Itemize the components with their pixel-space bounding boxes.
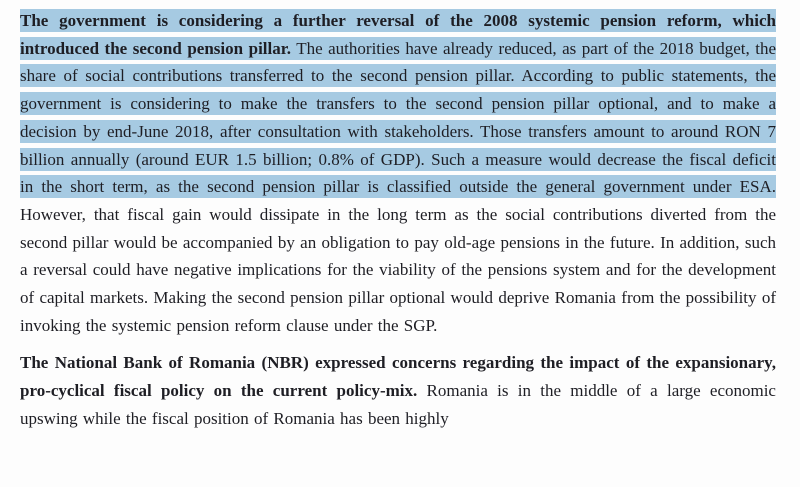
bold-lead-text: The National Bank of Romania (NBR) expressed concerns regarding the impact of the expansionary, pro-cyclical fiscal policy on the current policy-mix. bbox=[20, 353, 776, 401]
highlighted-body-text: The authorities have already reduced, as part of the 2018 budget, the share of social contributions transferred to the second pension pillar. According to public statements, the government is considering to make the transfers to the second pension pillar optional, and to make a decision by end-June 2018, after consultation with stakeholders. Those transfers amount to around RON 7 billion annually (around EUR 1.5 billion; 0.8% of GDP). Such a measure would decrease the fiscal deficit in the short term, as the second pension pillar is classified outside the general government under ESA. bbox=[20, 38, 776, 197]
paragraph-pension-reform bbox=[20, 7, 776, 339]
plain-body-text: However, that fiscal gain would dissipate in the long term as the social contributions diverted from the second pillar would be accompanied by an obligation to pay old-age pensions in the future. In addition, such a reversal could have negative implications for the viability of the pensions system and for the development of capital markets. Making the second pension pillar optional would deprive Romania from the possibility of invoking the systemic pension reform clause under the SGP. bbox=[20, 204, 776, 335]
plain-body-text: Romania is in the middle of a large economic upswing while the fiscal position of Romania has been highly bbox=[20, 381, 776, 428]
paragraph-nbr-concerns bbox=[20, 349, 776, 432]
highlighted-bold-lead-text: The government is considering a further reversal of the 2008 systemic pension reform, which introduced the second pension pillar. bbox=[20, 11, 776, 58]
